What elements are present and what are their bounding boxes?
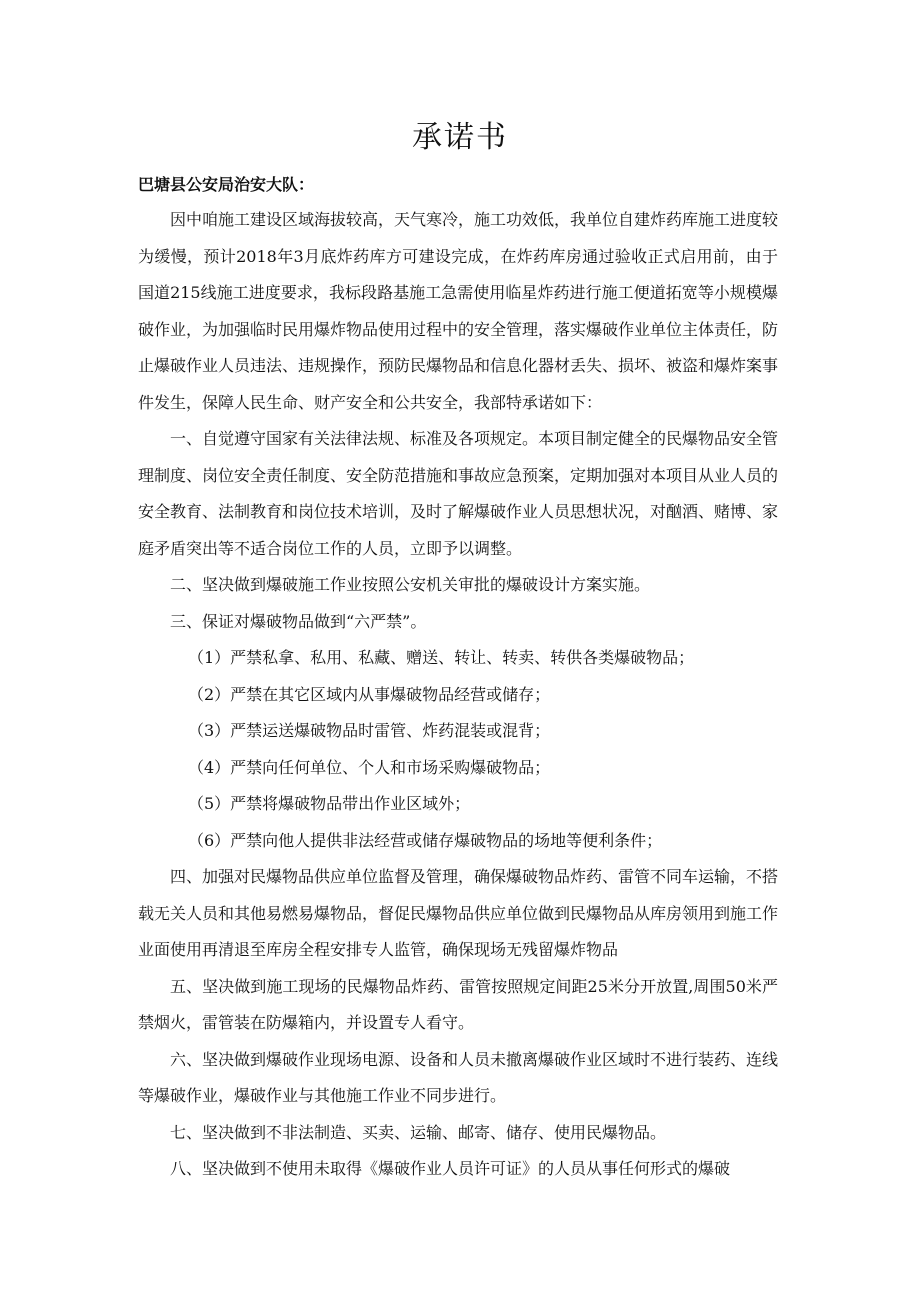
salutation: 巴塘县公安局治安大队： bbox=[138, 175, 315, 194]
page-title: 承诺书 bbox=[412, 120, 508, 155]
sub-item-5: （5）严禁将爆破物品带出作业区域外； bbox=[188, 794, 471, 813]
clause-5: 五、坚决做到施工现场的民爆物品炸药、雷管按照规定间距25米分开放置,周围50米严禁烟火，雷管装在防爆箱内，并设置专人看守。 bbox=[138, 976, 778, 1032]
clause-2: 二、坚决做到爆破施工作业按照公安机关审批的爆破设计方案实施。 bbox=[170, 575, 651, 594]
sub-item-2: （2）严禁在其它区域内从事爆破物品经营或储存； bbox=[188, 684, 551, 704]
sub-item-6: （6）严禁向他人提供非法经营或储存爆破物品的场地等便利条件； bbox=[188, 830, 663, 850]
document-body bbox=[138, 202, 778, 1188]
sub-item-4: （4）严禁向任何单位、个人和市场采购爆破物品； bbox=[188, 757, 551, 777]
clause-8: 八、坚决做到不使用未取得《爆破作业人员许可证》的人员从事任何形式的爆破 bbox=[170, 1159, 731, 1178]
sub-item-3: （3）严禁运送爆破物品时雷管、炸药混装或混背； bbox=[188, 721, 551, 740]
clause-6: 六、坚决做到爆破作业现场电源、设备和人员未撤离爆破作业区域时不进行装药、连线等爆破作业，爆破作业与其他施工作业不同步进行。 bbox=[138, 1049, 779, 1105]
clause-4: 四、加强对民爆物品供应单位监督及管理，确保爆破物品炸药、雷管不同车运输，不搭载无关人员和其他易燃易爆物品，督促民爆物品供应单位做到民爆物品从库房领用到施工作业面使用再清退至库房全程安排专人监管，确保现场无残留爆炸物品 bbox=[138, 867, 779, 959]
sub-item-1: （1）严禁私拿、私用、私藏、赠送、转让、转卖、转供各类爆破物品； bbox=[188, 648, 695, 667]
clause-3: 三、保证对爆破物品做到“六严禁”。 bbox=[170, 611, 427, 631]
clause-1: 一、自觉遵守国家有关法律法规、标准及各项规定。本项目制定健全的民爆物品安全管理制度、岗位安全责任制度、安全防范措施和事故应急预案，定期加强对本项目从业人员的安全教育、法制教育和岗位技术培训，及时了解爆破作业人员思想状况，对酗酒、赌博、家庭矛盾突出等不适合岗位工作的人员，立即予以调整。 bbox=[138, 429, 779, 558]
clause-7: 七、坚决做到不非法制造、买卖、运输、邮寄、储存、使用民爆物品。 bbox=[170, 1122, 667, 1142]
intro-paragraph: 因中咱施工建设区域海拔较高，天气寒冷，施工功效低，我单位自建炸药库施工进度较为缓慢，预计2018年3月底炸药库方可建设完成，在炸药库房通过验收正式启用前，由于国道215线施工进度要求，我标段路基施工急需使用临星炸药进行施工便道拓宽等小规模爆破作业，为加强临时民用爆炸物品使用过程中的安全管理，落实爆破作业单位主体责任，防止爆破作业人员违法、违规操作，预防民爆物品和信息化器材丢失、损坏、被盗和爆炸案事件发生，保障人民生命、财产安全和公共安全，我部特承诺如下： bbox=[138, 210, 779, 412]
